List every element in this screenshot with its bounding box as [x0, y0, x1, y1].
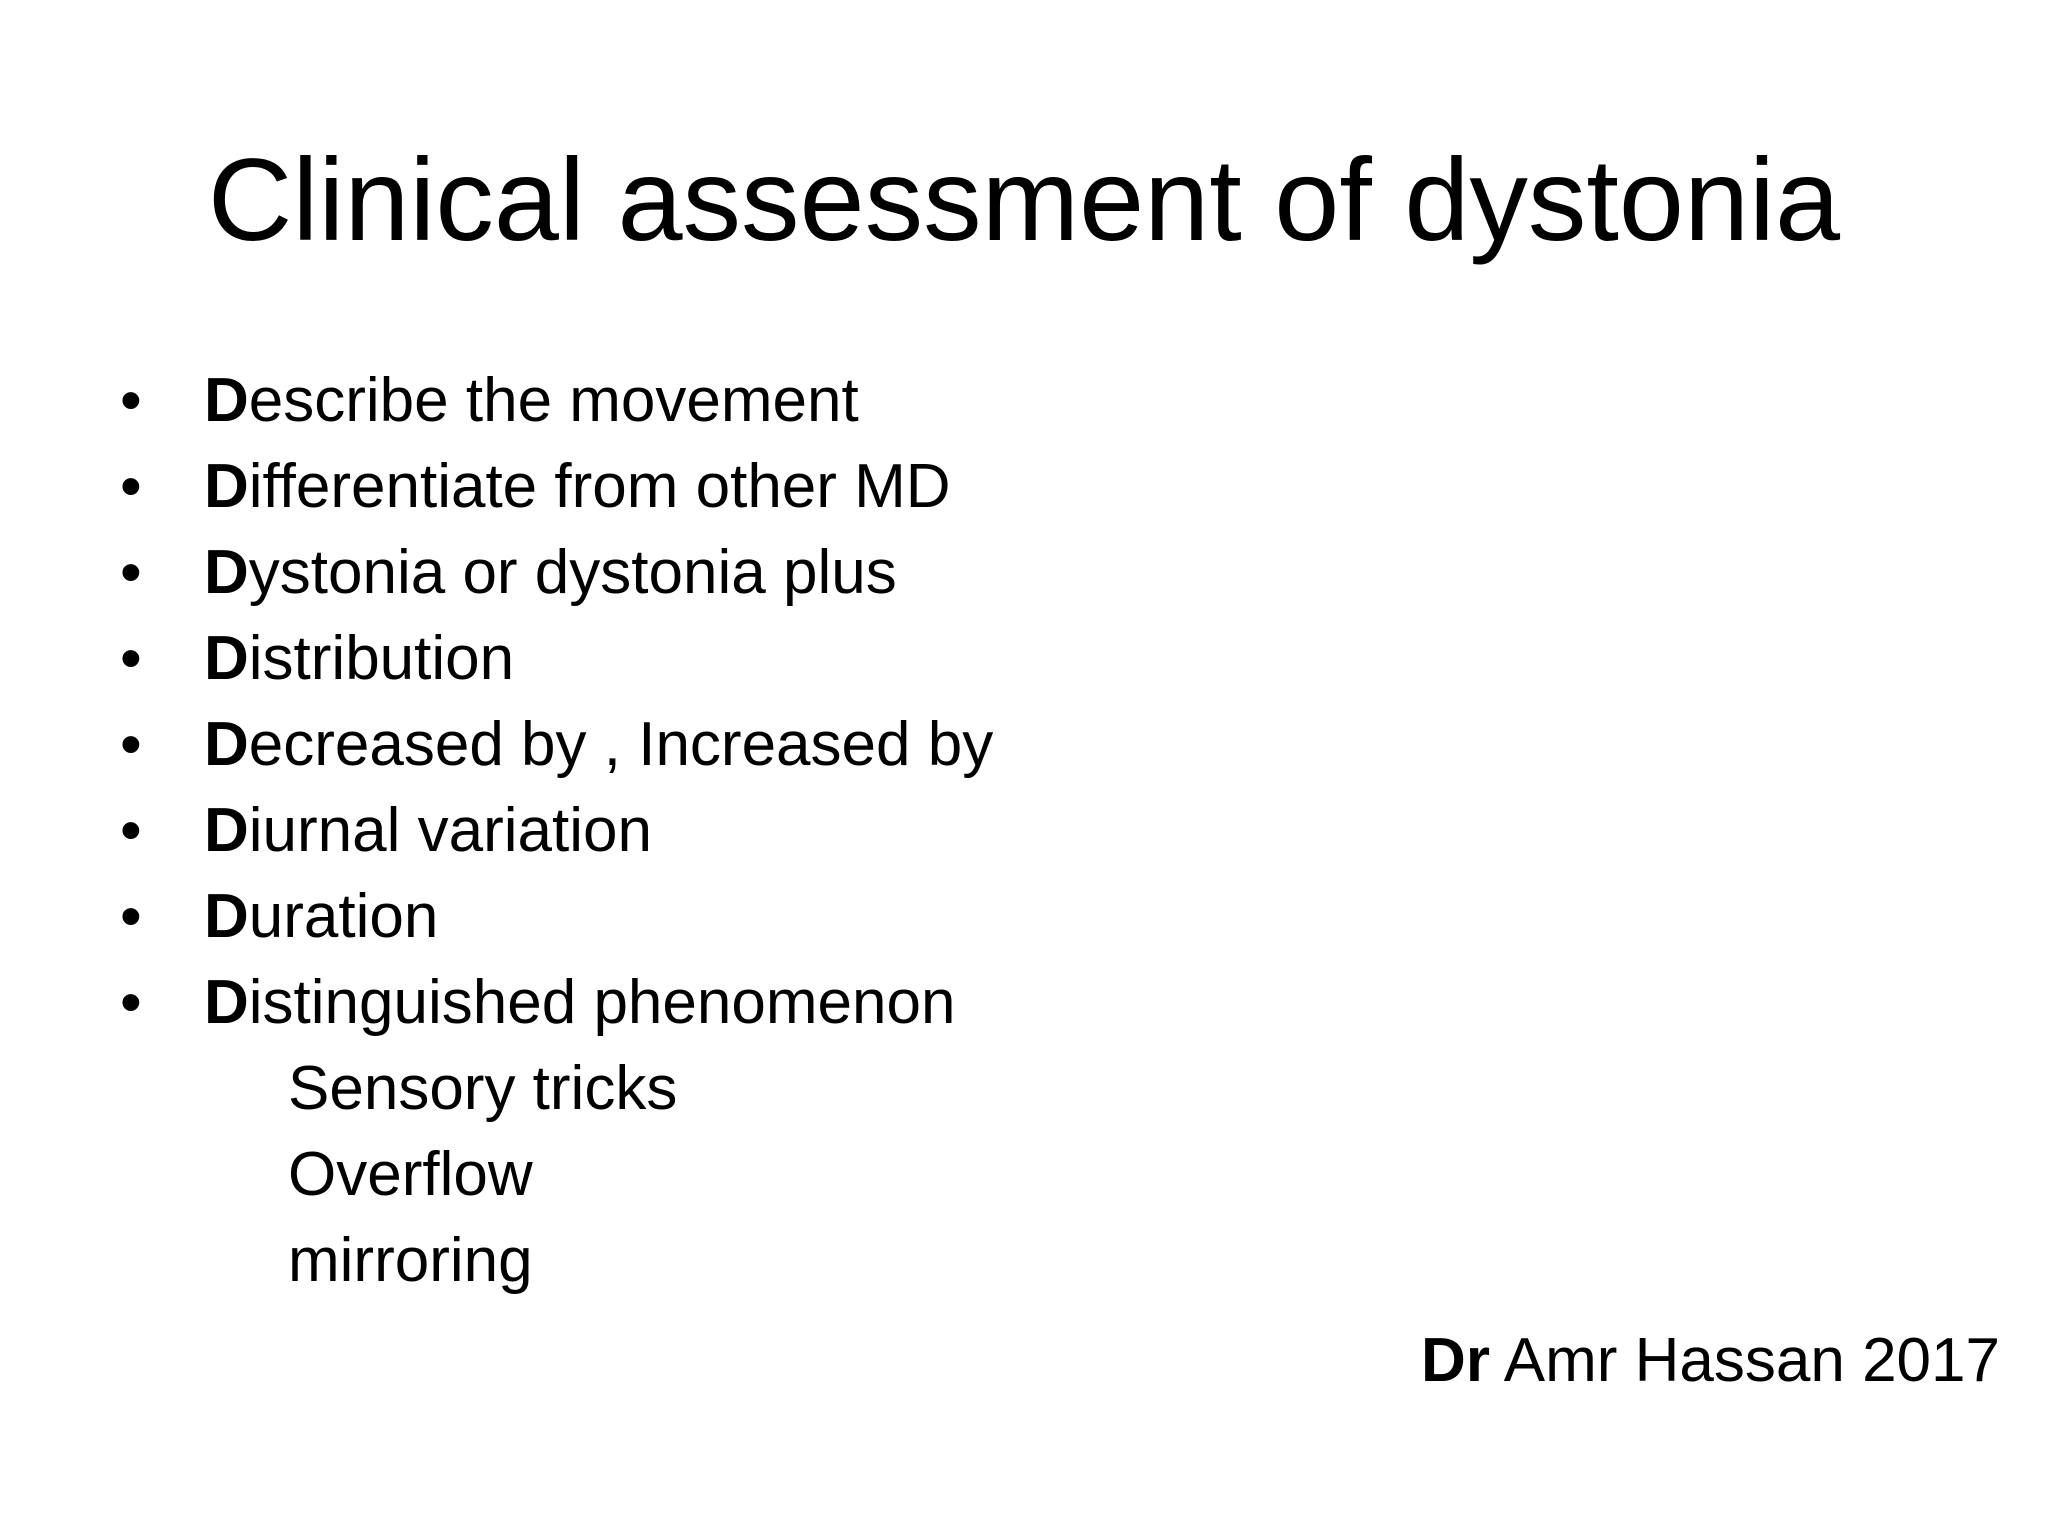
bullet-text: [204, 530, 897, 616]
bullet-icon: •: [120, 452, 142, 521]
bullet-icon: •: [120, 624, 142, 693]
bullet-icon: •: [120, 796, 142, 865]
sub-item: Sensory tricks: [288, 1054, 678, 1123]
bullet-initial: D: [204, 624, 249, 693]
bullet-text: [204, 358, 859, 444]
bullet-rest: ifferentiate from other MD: [248, 452, 951, 521]
bullet-rest: iurnal variation: [248, 796, 652, 865]
bullet-icon: •: [120, 710, 142, 779]
bullet-initial: D: [204, 968, 249, 1037]
bullet-icon: •: [120, 366, 142, 435]
signature-rest: Amr Hassan 2017: [1489, 1326, 2000, 1395]
bullet-initial: D: [204, 710, 249, 779]
bullet-text: [204, 788, 652, 874]
bullet-text: [204, 874, 438, 960]
bullet-rest: uration: [248, 882, 439, 951]
bullet-initial: D: [204, 882, 249, 951]
bullet-initial: D: [204, 452, 249, 521]
bullet-rest: escribe the movement: [248, 366, 859, 435]
bullet-rest: istribution: [248, 624, 515, 693]
bullet-text: [204, 444, 951, 530]
slide-title: Clinical assessment of dystonia: [207, 134, 1841, 265]
bullet-initial: D: [204, 796, 249, 865]
bullet-icon: •: [120, 538, 142, 607]
bullet-rest: ecreased by , Increased by: [248, 710, 994, 779]
bullet-rest: istinguished phenomenon: [248, 968, 956, 1037]
sub-item: Overflow: [288, 1140, 533, 1209]
bullet-icon: •: [120, 882, 142, 951]
bullet-text: [204, 960, 955, 1046]
sub-item: mirroring: [288, 1226, 533, 1295]
signature-initial: Dr: [1421, 1326, 1490, 1395]
author-signature: [1421, 1318, 2000, 1404]
bullet-text: [204, 616, 514, 702]
sub-item-list: [288, 1046, 677, 1304]
bullet-initial: D: [204, 366, 249, 435]
bullet-initial: D: [204, 538, 249, 607]
bullet-rest: ystonia or dystonia plus: [248, 538, 897, 607]
bullet-text: [204, 702, 993, 788]
bullet-icon: •: [120, 968, 142, 1037]
